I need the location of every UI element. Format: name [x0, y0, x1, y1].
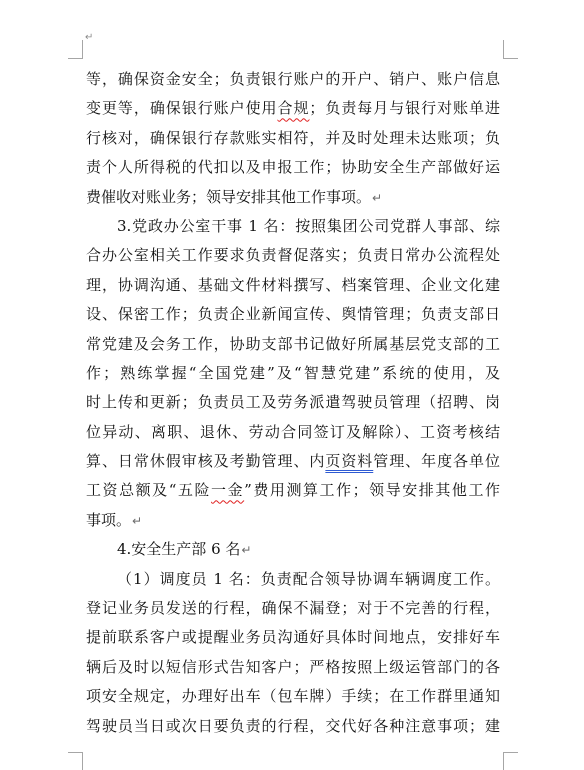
line-text: 合办公室相关工作要求负责督促落实；负责日常办公流程处 — [86, 246, 500, 265]
text-line — [86, 447, 500, 476]
crop-mark-line — [82, 40, 83, 58]
text-line — [86, 388, 500, 417]
text-line — [86, 418, 500, 447]
text-line — [86, 682, 500, 711]
text-line — [86, 565, 500, 594]
text-line — [86, 65, 500, 94]
section-heading — [86, 535, 500, 564]
line-text: 设、保密工作；负责企业新闻宣传、舆情管理；负责支部日 — [86, 305, 500, 324]
line-text: 行核对，确保银行存款账实相符，并及时处理未达账项；负 — [86, 128, 500, 147]
line-text: 4.安全生产部 6 名 — [117, 540, 241, 559]
line-text: （1）调度员 1 名：负责配合领导协调车辆调度工作。 — [117, 569, 500, 588]
line-text: 工资总额及“五险 — [86, 481, 212, 500]
crop-mark-line — [68, 58, 83, 59]
spelling-flag[interactable]: 一金 — [211, 481, 245, 500]
line-text: ；负责每月与银行对账单进 — [309, 99, 500, 118]
line-text: 时上传和更新；负责员工及劳务派遣驾驶员管理（招聘、岗 — [86, 393, 500, 412]
document-body[interactable] — [86, 65, 500, 741]
paragraph-mark: ↵ — [85, 32, 94, 43]
line-text: 责个人所得税的代扣以及申报工作；协助安全生产部做好运 — [86, 158, 500, 177]
crop-mark-line — [82, 752, 83, 770]
line-text: 位异动、离职、退休、劳动合同签订及解除）、工资考核结 — [86, 422, 500, 441]
text-line — [86, 183, 500, 212]
line-text: 作；熟练掌握“全国党建”及“智慧党建”系统的使用，及 — [86, 363, 500, 382]
text-line — [86, 476, 500, 505]
text-line — [86, 712, 500, 741]
line-text: 算、日常休假审核及考勤管理、内 — [86, 452, 326, 471]
text-line — [86, 271, 500, 300]
grammar-flag[interactable]: 页资料 — [325, 452, 374, 471]
crop-mark-line — [503, 752, 504, 770]
text-line — [86, 94, 500, 123]
crop-mark-line — [503, 40, 504, 58]
crop-mark-line — [503, 58, 518, 59]
text-line — [86, 212, 500, 241]
paragraph-mark: ↵ — [372, 190, 383, 205]
text-line — [86, 506, 500, 535]
paragraph-mark: ↵ — [241, 543, 252, 558]
line-text: 提前联系客户或提醒业务员沟通好具体时间地点，安排好车 — [86, 628, 500, 647]
text-line — [86, 300, 500, 329]
line-text: 3.党政办公室干事 1 名：按照集团公司党群人事部、综 — [117, 216, 500, 235]
line-text: 辆后及时以短信形式告知客户；严格按照上级运管部门的各 — [86, 657, 500, 676]
line-text: ”费用测算工作；领导安排其他工作 — [244, 481, 500, 500]
text-line — [86, 241, 500, 270]
line-text: 项安全规定，办理好出车（包车牌）手续；在工作群里通知 — [86, 687, 500, 706]
line-text: 常党建及会务工作，协助支部书记做好所属基层党支部的工 — [86, 334, 500, 353]
text-line — [86, 594, 500, 623]
line-text: 驾驶员当日或次日要负责的行程，交代好各种注意事项；建 — [86, 716, 500, 735]
text-line — [86, 124, 500, 153]
line-text: 费催收对账业务；领导安排其他工作事项。 — [86, 187, 372, 206]
line-text: 理，协调沟通、基础文件材料撰写、档案管理、企业文化建 — [86, 275, 500, 294]
line-text: 等，确保资金安全；负责银行账户的开户、销户、账户信息 — [86, 70, 500, 88]
line-text: 事项。 — [86, 510, 132, 529]
paragraph-mark: ↵ — [132, 513, 143, 528]
line-text: 登记业务员发送的行程，确保不漏登；对于不完善的行程， — [86, 599, 500, 618]
text-line — [86, 623, 500, 652]
crop-mark-line — [503, 752, 518, 753]
crop-mark-line — [68, 752, 83, 753]
text-line — [86, 653, 500, 682]
spelling-flag[interactable]: 合规 — [277, 99, 310, 118]
text-line — [86, 330, 500, 359]
text-line — [86, 359, 500, 388]
line-text: 变更等，确保银行账户使用 — [86, 99, 278, 118]
text-line — [86, 153, 500, 182]
line-text: 管理、年度各单位 — [373, 452, 500, 471]
